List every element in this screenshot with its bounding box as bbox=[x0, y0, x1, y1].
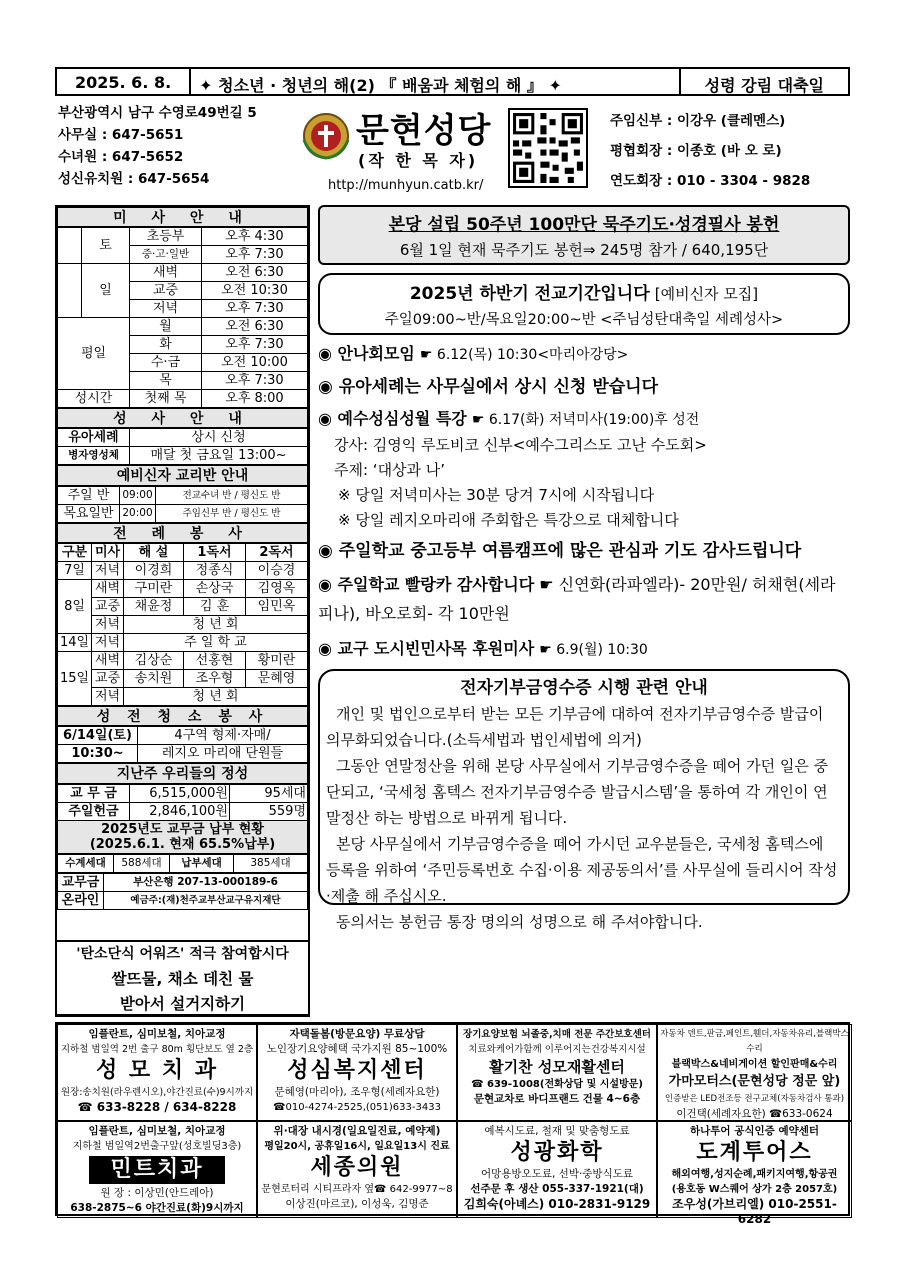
lecture-topic: 주제: ‘대상과 나’ bbox=[334, 461, 446, 479]
notice-detail: ☛ 신연화(라파엘라)- 20만원/ 허채현(세라피나), 바오로회- 각 10만원 bbox=[318, 575, 836, 623]
parish-subtitle: (작 한 목 자) bbox=[358, 151, 479, 170]
offering-count: 559명 bbox=[230, 803, 308, 821]
address: 부산광역시 남구 수영로49번길 5 bbox=[58, 105, 257, 121]
ads-grid bbox=[55, 1022, 850, 1226]
class-label: 목요일반 bbox=[58, 505, 120, 523]
table-cell: 손상국 bbox=[184, 580, 246, 598]
account-table bbox=[57, 873, 308, 910]
recruit-tag: [예비신자 모집] bbox=[654, 285, 759, 303]
ad-phone: ☎ 633-8228 / 634-8228 bbox=[77, 1100, 237, 1114]
ad-cell bbox=[657, 1024, 852, 1121]
ad-line: 지하철 범일역2번출구앞(성호빌딩3층) bbox=[72, 1141, 242, 1152]
kindergarten-phone: 성신유치원 : 647-5654 bbox=[58, 171, 210, 187]
table-cell: 구미란 bbox=[124, 580, 184, 598]
yeondo-chair: 연도회장 : 010 - 3304 - 9828 bbox=[610, 173, 811, 189]
ad-title: 활기찬 성모재활센터 bbox=[489, 1058, 625, 1076]
table-cell: 15일 bbox=[58, 652, 92, 706]
ad-title: 가마모터스(문현성당 정문 앞) bbox=[668, 1074, 841, 1089]
clean-title: 성 전 청 소 봉 사 bbox=[57, 706, 308, 726]
ad-line: 어망용방오도료, 선박·중방식도료 bbox=[480, 1168, 633, 1180]
ad-cell bbox=[457, 1121, 657, 1218]
mass-time: 오전 6:30 bbox=[202, 264, 308, 282]
left-column bbox=[55, 205, 310, 1017]
mass-title: 미 사 안 내 bbox=[57, 207, 308, 227]
table-cell: 저녁 bbox=[92, 634, 124, 652]
ad-line: 하나투어 공식인증 예약센터 bbox=[689, 1125, 820, 1137]
clean-who: 4구역 형제·자매/ bbox=[138, 727, 308, 745]
ad-cell bbox=[457, 1024, 657, 1121]
table-cell: 임민옥 bbox=[246, 598, 308, 616]
table-cell: 저녁 bbox=[92, 688, 124, 706]
ad-line: 노인장기요양혜택 국가지원 85~100% bbox=[266, 1043, 448, 1055]
bank-account: 부산은행 207-13-000189-6 bbox=[104, 874, 308, 892]
ad-line: 지하철 범일역 2번 출구 80m 횡단보도 옆 2층 bbox=[60, 1044, 254, 1055]
table-cell: 청 년 회 bbox=[124, 688, 308, 706]
clean-table bbox=[57, 726, 308, 763]
right-column bbox=[318, 205, 850, 931]
class-teacher: 주임신부 반 / 평신도 반 bbox=[156, 505, 308, 523]
ad-line: 임플란트, 심미보철, 치아교정 bbox=[88, 1028, 226, 1040]
ad-title: 세종의원 bbox=[310, 1155, 404, 1180]
table-header: 미사 bbox=[92, 544, 124, 562]
table-cell: 교중 bbox=[92, 670, 124, 688]
ad-line: 해외여행,성지순례,패키지여행,항공권 bbox=[671, 1169, 838, 1180]
dues-value: 588세대 bbox=[114, 855, 170, 873]
ad-phone: 김희숙(아녜스) 010-2831-9129 bbox=[463, 1197, 651, 1211]
sacrament-table bbox=[57, 428, 308, 465]
carbon-campaign bbox=[55, 940, 310, 1016]
table-cell: 이승경 bbox=[246, 562, 308, 580]
parish-name: 문현성당 bbox=[356, 111, 492, 151]
dues-table bbox=[57, 854, 308, 873]
qr-code-icon bbox=[508, 108, 588, 188]
holy-hour-label: 성시간 bbox=[58, 390, 130, 408]
year-theme: ✦ 청소년 · 청년의 해(2) 『 배움과 체험의 해 』 ✦ bbox=[191, 69, 680, 94]
sacrament-label: 병자영성체 bbox=[58, 447, 130, 465]
ad-line: 예복시도료, 철재 및 맞춤형도료 bbox=[484, 1125, 630, 1137]
ad-line: 문현로터리 시티프라자 옆☎ 642-9977~8 bbox=[261, 1184, 453, 1195]
table-cell: 김상순 bbox=[124, 652, 184, 670]
ad-line: (용호동 W스퀘어 상가 2층 2057호) bbox=[671, 1184, 838, 1195]
offering-title: 지난주 우리들의 정성 bbox=[57, 763, 308, 784]
lecture-note: ※ 당일 저녁미사는 30분 당겨 7시에 시작됩니다 bbox=[338, 486, 655, 504]
mass-row: 저녁 bbox=[130, 300, 202, 318]
ad-line: 이상진(마르코), 이성욱, 김명준 bbox=[285, 1198, 429, 1210]
mass-time: 오전 6:30 bbox=[202, 318, 308, 336]
table-cell: 이경희 bbox=[124, 562, 184, 580]
ad-line: 인증받은 LED전조등 전구교체(자동차검사 통과) bbox=[664, 1094, 845, 1104]
dues-label: 수계세대 bbox=[58, 855, 114, 873]
table-cell: 교중 bbox=[92, 598, 124, 616]
table-header: 1독서 bbox=[184, 544, 246, 562]
ad-title: 성심복지센터 bbox=[287, 1058, 427, 1083]
offering-amount: 2,846,100원 bbox=[130, 803, 230, 821]
office-phone: 사무실 : 647-5651 bbox=[58, 127, 184, 143]
table-cell: 주 일 학 교 bbox=[124, 634, 308, 652]
altar-title: 전 례 봉 사 bbox=[57, 523, 308, 543]
notice-lecture bbox=[318, 406, 850, 433]
rosary-title: 본당 설립 50주년 100만단 묵주기도·성경필사 봉헌 bbox=[388, 215, 780, 235]
parish-contacts bbox=[58, 102, 257, 190]
offering-amount: 6,515,000원 bbox=[130, 785, 230, 803]
ad-cell bbox=[57, 1121, 257, 1218]
altar-table bbox=[57, 543, 308, 706]
ad-line: 평일20시, 공휴일16시, 일요일13시 진료 bbox=[264, 1141, 450, 1152]
notice-heading: ◉ 예수성심성월 특강 bbox=[318, 409, 467, 428]
offering-count: 95세대 bbox=[230, 785, 308, 803]
ad-line: 장기요양보험 뇌졸중,치매 전문 주간보호센터 bbox=[463, 1029, 651, 1040]
ad-line: 블랙박스&네비게이션 할인판매&수리 bbox=[671, 1059, 838, 1070]
mass-row: 새벽 bbox=[130, 264, 202, 282]
catechumen-title: 예비신자 교리반 안내 bbox=[57, 465, 308, 486]
class-time: 20:00 bbox=[120, 505, 156, 523]
notice-baptism: ◉ 유아세례는 사무실에서 상시 신청 받습니다 bbox=[318, 377, 659, 397]
notice-heading: ◉ 교구 도시빈민사목 후원미사 bbox=[318, 639, 535, 658]
campaign-title: '탄소단식 어워즈' 적극 참여합시다 bbox=[76, 946, 289, 962]
ad-cell bbox=[257, 1024, 457, 1121]
account-label: 교무금 bbox=[58, 874, 104, 892]
ad-line: 임플란트, 심미보철, 치아교정 bbox=[88, 1125, 226, 1137]
ad-title: 민트치과 bbox=[89, 1156, 225, 1184]
ad-title: 성광화학 bbox=[510, 1140, 604, 1165]
ad-cell bbox=[57, 1024, 257, 1121]
ad-line: 원 장 : 이상민(안드레아) bbox=[100, 1187, 214, 1199]
account-label: 온라인 bbox=[58, 892, 104, 910]
campaign-line: 받아서 설거지하기 bbox=[119, 995, 246, 1013]
table-cell: 청 년 회 bbox=[124, 616, 308, 634]
clean-who: 레지오 마리애 단원들 bbox=[138, 745, 308, 763]
mass-time: 오전 10:00 bbox=[202, 354, 308, 372]
mass-time: 오후 7:30 bbox=[202, 246, 308, 264]
notice-anna bbox=[318, 341, 850, 368]
table-header: 해 설 bbox=[124, 544, 184, 562]
campaign-line: 쌀뜨물, 채소 데친 물 bbox=[111, 970, 254, 988]
dues-label: 납부세대 bbox=[170, 855, 234, 873]
mass-time: 오후 4:30 bbox=[202, 228, 308, 246]
ad-line: 위·대장 내시경(일요일진료, 예약제) bbox=[273, 1125, 441, 1137]
table-cell: 새벽 bbox=[92, 652, 124, 670]
ad-phone: 선주문 후 생산 055-337-1921(대) bbox=[470, 1183, 644, 1195]
table-cell: 정종식 bbox=[184, 562, 246, 580]
table-cell: 7일 bbox=[58, 562, 92, 580]
table-header: 2독서 bbox=[246, 544, 308, 562]
council-chair: 평협회장 : 이종호 (바 오 로) bbox=[610, 143, 782, 159]
notice-title: 전자기부금영수증 시행 관련 안내 bbox=[460, 678, 708, 698]
dues-status-title: 2025년도 교무금 납부 현황 bbox=[101, 822, 264, 837]
dues-status bbox=[58, 821, 308, 854]
table-cell: 송치원 bbox=[124, 670, 184, 688]
class-label: 주일 반 bbox=[58, 487, 120, 505]
convent-phone: 수녀원 : 647-5652 bbox=[58, 149, 184, 165]
offering-label: 주일헌금 bbox=[58, 803, 130, 821]
rosary-count: 6월 1일 현재 묵주기도 봉헌⇒ 245명 참가 / 640,195단 bbox=[399, 241, 769, 259]
evangelization-box bbox=[318, 273, 850, 335]
ad-line: 치료와케어가함께 이루어지는건강복지시설 bbox=[468, 1044, 646, 1055]
table-cell: 김 훈 bbox=[184, 598, 246, 616]
evangelization-schedule: 주일09:00~반/목요일20:00~반 <주님성탄대축일 세례성사> bbox=[384, 312, 784, 328]
sacrament-label: 유아세례 bbox=[58, 429, 130, 447]
ad-line: 문현교차로 바디프랜드 건물 4~6층 bbox=[473, 1093, 641, 1105]
notice-paragraph: 개인 및 법인으로부터 받는 모든 기부금에 대하여 전자기부금영수증 발급이 의무화되었습니다.(소득세법과 법인세법에 의거) bbox=[326, 705, 824, 749]
holy-hour-day: 첫째 목 bbox=[130, 390, 202, 408]
class-teacher: 전교수녀 반 / 평신도 반 bbox=[156, 487, 308, 505]
notice-paragraph: 본당 사무실에서 기부금영수증을 떼어 가시던 교우분들은, 국세청 홈텍스에 등록을 위하여 ‘주민등록번호 수집·이용 제공동의서’를 사무실에 들리시어 작성·제출 해 주십시오. bbox=[326, 835, 838, 905]
pastor: 주임신부 : 이강우 (클레멘스) bbox=[610, 113, 786, 129]
table-header: 구분 bbox=[58, 544, 92, 562]
notice-camp: ◉ 주일학교 중고등부 여름캠프에 많은 관심과 기도 감사드립니다 bbox=[318, 541, 802, 561]
ad-phone: 조우성(가브리엘) 010-2551-6282 bbox=[672, 1197, 837, 1226]
sat-label: 토 bbox=[82, 228, 130, 264]
class-time: 09:00 bbox=[120, 487, 156, 505]
mass-row: 수·금 bbox=[130, 354, 202, 372]
notice-detail: ☛ 6.12(목) 10:30<마리아강당> bbox=[419, 347, 629, 363]
table-cell: 문혜영 bbox=[246, 670, 308, 688]
top-banner bbox=[55, 67, 850, 96]
ad-line: 문혜영(마리아), 조우형(세례자요한) bbox=[274, 1086, 440, 1098]
parish-emblem-icon bbox=[300, 110, 352, 162]
offering-table bbox=[57, 784, 308, 854]
ad-line: 자택돌봄(방문요양) 무료상담 bbox=[289, 1028, 425, 1040]
mass-row: 중·고·일반 bbox=[130, 246, 202, 264]
mass-row: 목 bbox=[130, 372, 202, 390]
ad-line: 자동차 덴트,판금,페인트,휀더,자동차유리,블랙박스수리 bbox=[660, 1029, 849, 1054]
mass-row: 월 bbox=[130, 318, 202, 336]
mass-table bbox=[57, 227, 308, 408]
mass-time: 오후 7:30 bbox=[202, 300, 308, 318]
sacrament-value: 매달 첫 금요일 13:00~ bbox=[130, 447, 308, 465]
ad-phone: 이건택(세례자요한) ☎633-0624 bbox=[676, 1108, 833, 1120]
ad-cell bbox=[657, 1121, 852, 1226]
table-cell: 채윤정 bbox=[124, 598, 184, 616]
bulletin-date: 2025. 6. 8. bbox=[57, 69, 191, 94]
ad-phone: 638-2875~6 야간진료(화)9시까지 bbox=[70, 1202, 244, 1214]
week-label: 평일 bbox=[58, 318, 130, 390]
evangelization-title: 2025년 하반기 전교기간입니다 bbox=[409, 284, 650, 304]
ad-phone: ☎ 639-1008(전화상담 및 시설방문) bbox=[471, 1079, 643, 1090]
notice-heading: ◉ 안나회모임 bbox=[318, 344, 415, 363]
table-cell: 14일 bbox=[58, 634, 92, 652]
sun-label: 일 bbox=[82, 264, 130, 318]
dues-status-rate: (2025.6.1. 현재 65.5%납부) bbox=[89, 837, 276, 852]
notice-palanca bbox=[318, 570, 850, 628]
table-cell: 황미란 bbox=[246, 652, 308, 670]
notice-mass bbox=[318, 636, 850, 663]
clean-time: 10:30~ bbox=[58, 745, 138, 763]
clean-date: 6/14일(토) bbox=[58, 727, 138, 745]
sacrament-title: 성 사 안 내 bbox=[57, 408, 308, 428]
account-holder: 예금주:(재)천주교부산교구유지재단 bbox=[104, 892, 308, 910]
table-cell: 8일 bbox=[58, 580, 92, 634]
mass-row: 화 bbox=[130, 336, 202, 354]
notice-paragraph: 동의서는 봉헌금 통장 명의의 성명으로 해 주셔야합니다. bbox=[336, 913, 703, 931]
ad-title: 도계투어스 bbox=[696, 1140, 813, 1165]
ad-phone: ☎010-4274-2525,(051)633-3433 bbox=[273, 1102, 441, 1113]
sacrament-value: 상시 신청 bbox=[130, 429, 308, 447]
mass-row: 교중 bbox=[130, 282, 202, 300]
table-cell: 저녁 bbox=[92, 562, 124, 580]
table-cell: 조우형 bbox=[184, 670, 246, 688]
rosary-box bbox=[318, 205, 850, 265]
donation-receipt-notice bbox=[318, 669, 850, 931]
notice-paragraph: 그동안 연말정산을 위해 본당 사무실에서 기부금영수증을 떼어 가던 일은 중단되고, ‘국세청 홈텍스 전자기부금영수증 발급시스템’을 통하여 각 개인이 연말정산 하는 방법으로 바뀌게 됩니다. bbox=[326, 757, 829, 827]
mass-row: 초등부 bbox=[130, 228, 202, 246]
catechumen-table bbox=[57, 486, 308, 523]
dues-value: 385세대 bbox=[234, 855, 308, 873]
holy-hour-time: 오후 8:00 bbox=[202, 390, 308, 408]
lecture-speaker: 강사: 김영익 루도비코 신부<예수그리스도 고난 수도회> bbox=[334, 436, 707, 454]
ad-cell bbox=[257, 1121, 457, 1218]
lecture-note: ※ 당일 레지오마리애 주회합은 특강으로 대체합니다 bbox=[338, 511, 679, 529]
offering-label: 교 무 금 bbox=[58, 785, 130, 803]
ad-title: 성 모 치 과 bbox=[96, 1058, 218, 1083]
table-cell: 저녁 bbox=[92, 616, 124, 634]
parish-officers bbox=[610, 106, 810, 196]
notice-detail: ☛ 6.9(월) 10:30 bbox=[539, 642, 648, 658]
table-cell: 새벽 bbox=[92, 580, 124, 598]
table-cell: 선홍현 bbox=[184, 652, 246, 670]
mass-time: 오전 10:30 bbox=[202, 282, 308, 300]
ad-line: 원장:송치원(라우렌시오),야간진료(수)9시까지 bbox=[60, 1087, 254, 1098]
mass-time: 오후 7:30 bbox=[202, 336, 308, 354]
notice-heading: ◉ 주일학교 빨랑카 감사합니다 bbox=[318, 575, 535, 594]
mass-time: 오후 7:30 bbox=[202, 372, 308, 390]
table-cell: 김영옥 bbox=[246, 580, 308, 598]
notice-detail: ☛ 6.17(화) 저녁미사(19:00)후 성전 bbox=[471, 412, 700, 428]
parish-url[interactable]: http://munhyun.catb.kr/ bbox=[328, 178, 484, 193]
feast-name: 성령 강림 대축일 bbox=[704, 76, 824, 95]
